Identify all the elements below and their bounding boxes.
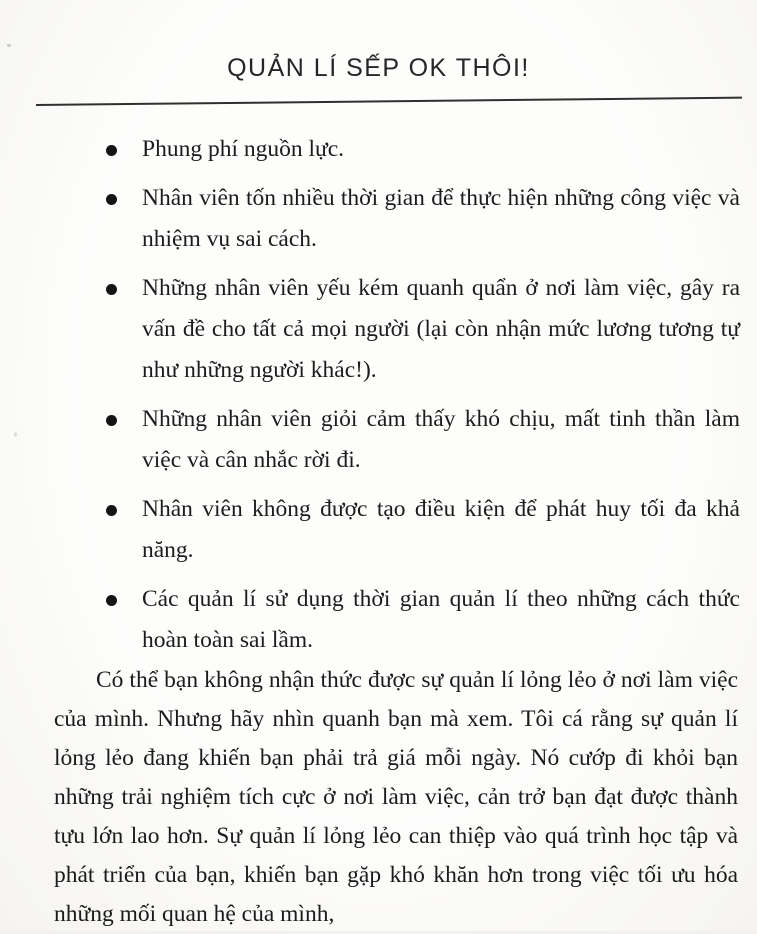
list-item-text: Nhân viên không được tạo điều kiện để phát huy tối đa khả năng.: [142, 496, 740, 563]
bullet-icon: [106, 595, 117, 606]
list-item: [104, 268, 740, 391]
list-item-text: Các quản lí sử dụng thời gian quản lí theo những cách thức hoàn toàn sai lầm.: [142, 586, 740, 653]
list-item: [104, 579, 740, 661]
header-divider: [36, 97, 742, 106]
list-item-text: Những nhân viên yếu kém quanh quẩn ở nơi làm việc, gây ra vấn đề cho tất cả mọi người (lại còn nhận mức lương tương tự như những người khác!).: [142, 275, 740, 383]
bullet-icon: [106, 284, 117, 295]
scan-speck: [7, 44, 11, 47]
bullet-icon: [106, 415, 117, 426]
page-header: QUẢN LÍ SẾP OK THÔI!: [227, 54, 530, 82]
bullet-icon: [106, 145, 117, 156]
list-item-text: Phung phí nguồn lực.: [142, 136, 345, 162]
list-item: [104, 489, 740, 571]
bullet-icon: [106, 505, 117, 516]
bullet-list: [104, 129, 740, 669]
scan-speck: [14, 432, 17, 437]
body-paragraph: Có thể bạn không nhận thức được sự quản lí lỏng lẻo ở nơi làm việc của mình. Nhưng hãy nhìn quanh bạn mà xem. Tôi cá rằng sự quản lí lỏng lẻo đang khiến bạn phải trả giá mỗi ngày. Nó cướp đi khỏi bạn những trải nghiệm tích cực ở nơi làm việc, cản trở bạn đạt được thành tựu lớn lao hơn. Sự quản lí lỏng lẻo can thiệp vào quá trình học tập và phát triển của bạn, khiến bạn gặp khó khăn hơn trong việc tối ưu hóa những mối quan hệ của mình,: [54, 667, 738, 927]
list-item-text: Những nhân viên giỏi cảm thấy khó chịu, mất tinh thần làm việc và cân nhắc rời đi.: [142, 406, 740, 473]
list-item: [104, 129, 740, 170]
list-item: [104, 178, 740, 260]
list-item: [104, 399, 740, 481]
bullet-icon: [106, 194, 117, 205]
list-item-text: Nhân viên tốn nhiều thời gian để thực hiện những công việc và nhiệm vụ sai cách.: [142, 185, 740, 252]
